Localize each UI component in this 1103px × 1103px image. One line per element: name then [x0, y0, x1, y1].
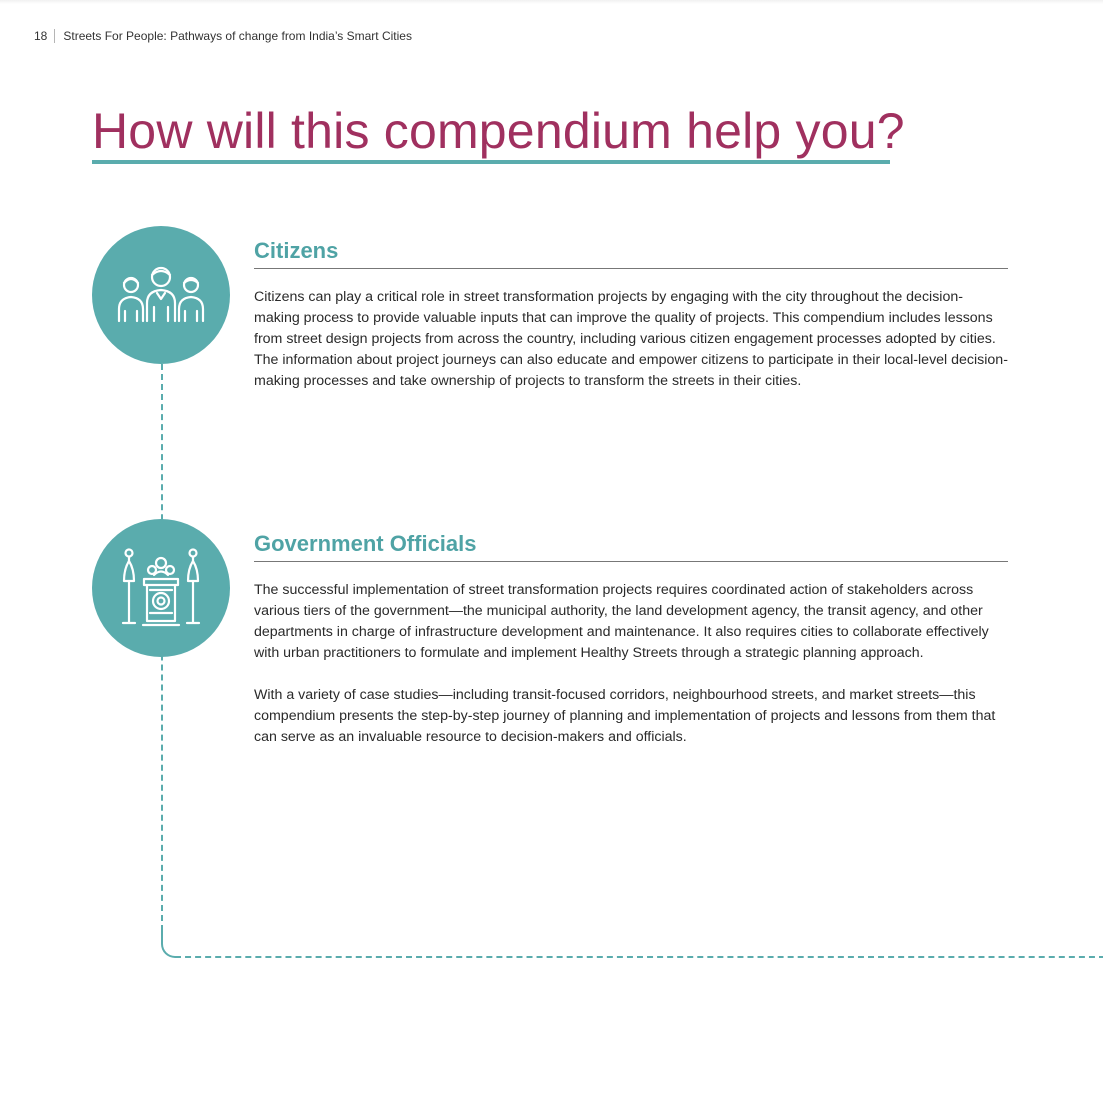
section-paragraph: Citizens can play a critical role in street transformation projects by engaging with the city throughout the decision-making process to provide valuable inputs that can improve the quality of projects. This compendium includes lessons from street design projects from across the country, including various citizen engagement processes adopted by cities. The information about project journeys can also educate and empower citizens to participate in their local-level decision-making processes and take ownership of projects to transform the streets in their cities.: [254, 289, 1008, 389]
section-heading: Citizens: [254, 236, 1008, 269]
podium-officials-icon: [116, 543, 206, 633]
page-title: How will this compendium help you?: [92, 103, 905, 159]
title-underline: [92, 160, 890, 164]
section-government-officials: [254, 529, 1008, 748]
government-icon-circle: [92, 519, 230, 657]
citizens-icon-circle: [92, 226, 230, 364]
dashed-connector-horizontal: [175, 956, 1103, 958]
header-divider: [54, 29, 55, 43]
people-group-icon: [113, 263, 209, 327]
running-header: [34, 29, 412, 43]
section-paragraph: The successful implementation of street transformation projects requires coordinated action of stakeholders across various tiers of the government—the municipal authority, the land development agency, the transit agency, and other departments in charge of infrastructure development and maintenance. It also requires cities to collaborate effectively with urban practitioners to formulate and implement Healthy Streets through a strategic planning approach.: [254, 582, 989, 661]
section-citizens: [254, 236, 1008, 392]
top-edge-shadow: [0, 0, 1103, 4]
page-number: 18: [34, 29, 48, 43]
section-paragraph: With a variety of case studies—including transit-focused corridors, neighbourhood streets, and market streets—this compendium presents the step-by-step journey of planning and implementation of projects and lessons from them that can serve as an invaluable resource to decision-makers and officials.: [254, 687, 996, 745]
section-heading: Government Officials: [254, 529, 1008, 562]
dashed-connector-corner: [161, 930, 177, 958]
running-title: Streets For People: Pathways of change from India’s Smart Cities: [63, 29, 412, 43]
